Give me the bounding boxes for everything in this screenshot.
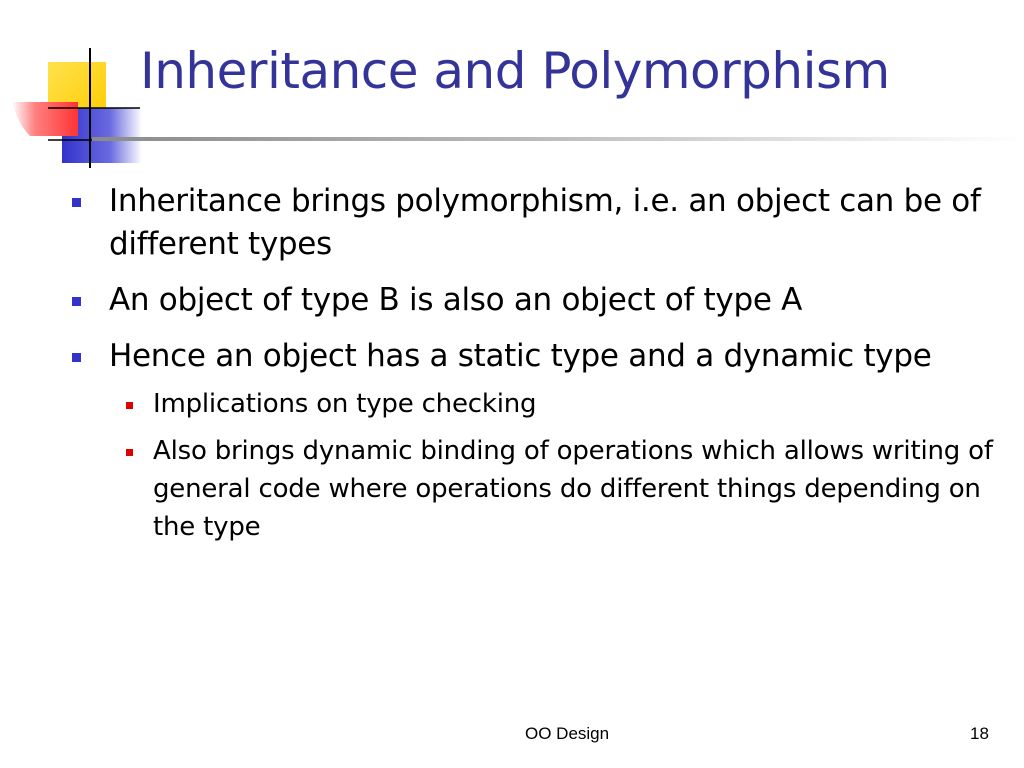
square-bullet-icon [72,198,81,207]
bullet-text: Inheritance brings polymorphism, i.e. an object can be of different types [109,183,981,262]
page-number: 18 [970,724,989,743]
bullet-item [70,279,1000,322]
bullet-item [70,180,1000,266]
footer-label: OO Design [525,724,610,743]
sub-bullet-list [70,385,1000,546]
title-divider [92,137,1024,141]
square-bullet-icon [72,353,81,362]
sub-bullet-item [70,385,1000,423]
logo-icon [0,40,150,170]
slide-body [70,180,1000,555]
bullet-item [70,335,1000,378]
bullet-text: Hence an object has a static type and a dynamic type [109,338,932,374]
small-square-bullet-icon [126,402,133,409]
small-square-bullet-icon [126,449,133,456]
sub-bullet-item [70,432,1000,546]
slide-title: Inheritance and Polymorphism [140,42,890,100]
bullet-text: An object of type B is also an object of type A [109,282,803,318]
sub-bullet-text: Also brings dynamic binding of operations which allows writing of general code where operations do different things depending on the type [153,436,993,542]
square-bullet-icon [72,297,81,306]
sub-bullet-text: Implications on type checking [153,389,537,419]
